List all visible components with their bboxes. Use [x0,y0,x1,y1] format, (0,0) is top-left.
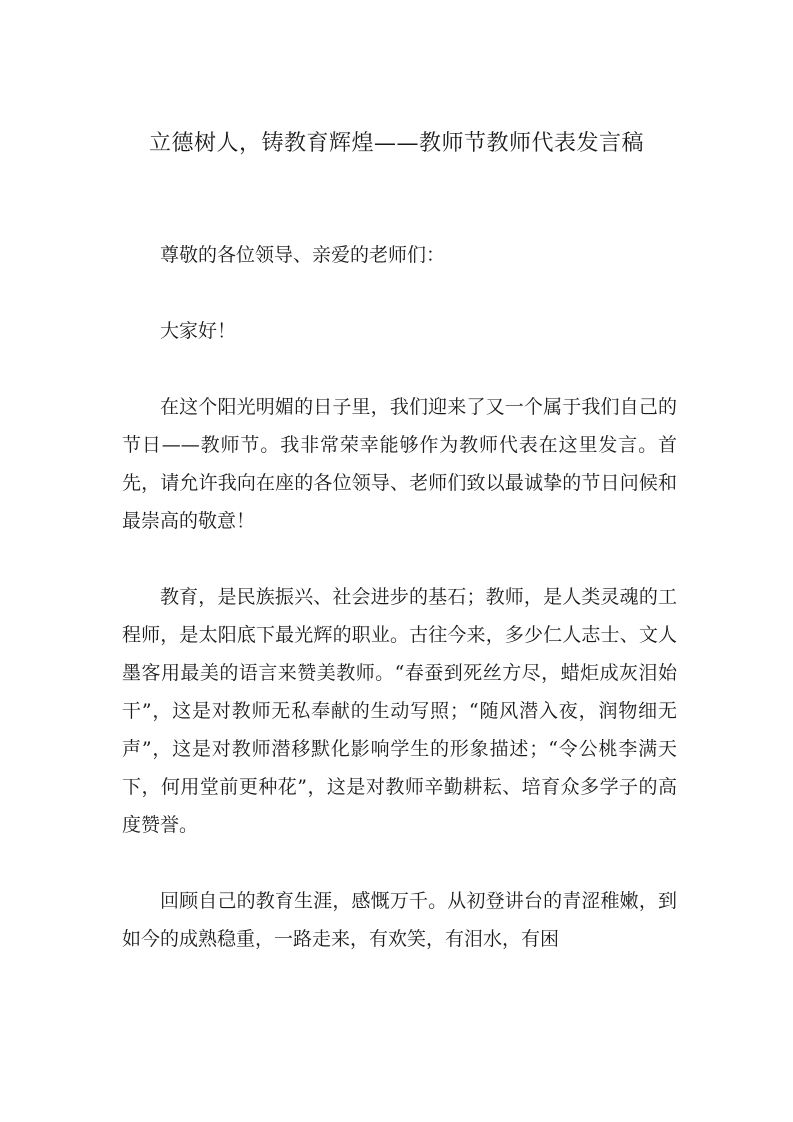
body-paragraph: 在这个阳光明媚的日子里，我们迎来了又一个属于我们自己的节日——教师节。我非常荣幸能够作为教师代表在这里发言。首先，请允许我向在座的各位领导、老师们致以最诚挚的节日问候和最崇高的敬意！ [122,396,677,532]
salutation-paragraph: 尊敬的各位领导、亲爱的老师们： [160,244,446,266]
document-body [122,236,677,996]
greeting-paragraph: 大家好！ [160,320,237,342]
body-paragraph: 教育，是民族振兴、社会进步的基石；教师，是人类灵魂的工程师，是太阳底下最光辉的职业。古往今来，多少仁人志士、文人墨客用最美的语言来赞美教师。“春蚕到死丝方尽，蜡炬成灰泪始干”，这是对教师无私奉献的生动写照；“随风潜入夜，润物细无声”，这是对教师潜移默化影响学生的形象描述；“令公桃李满天下，何用堂前更种花”，这是对教师辛勤耕耘、培育众多学子的高度赞誉。 [122,586,677,836]
body-paragraph: 回顾自己的教育生涯，感慨万千。从初登讲台的青涩稚嫩，到如今的成熟稳重，一路走来，有欢笑，有泪水，有困 [122,890,677,950]
document-title: 立德树人，铸教育辉煌——教师节教师代表发言稿 [148,131,644,156]
